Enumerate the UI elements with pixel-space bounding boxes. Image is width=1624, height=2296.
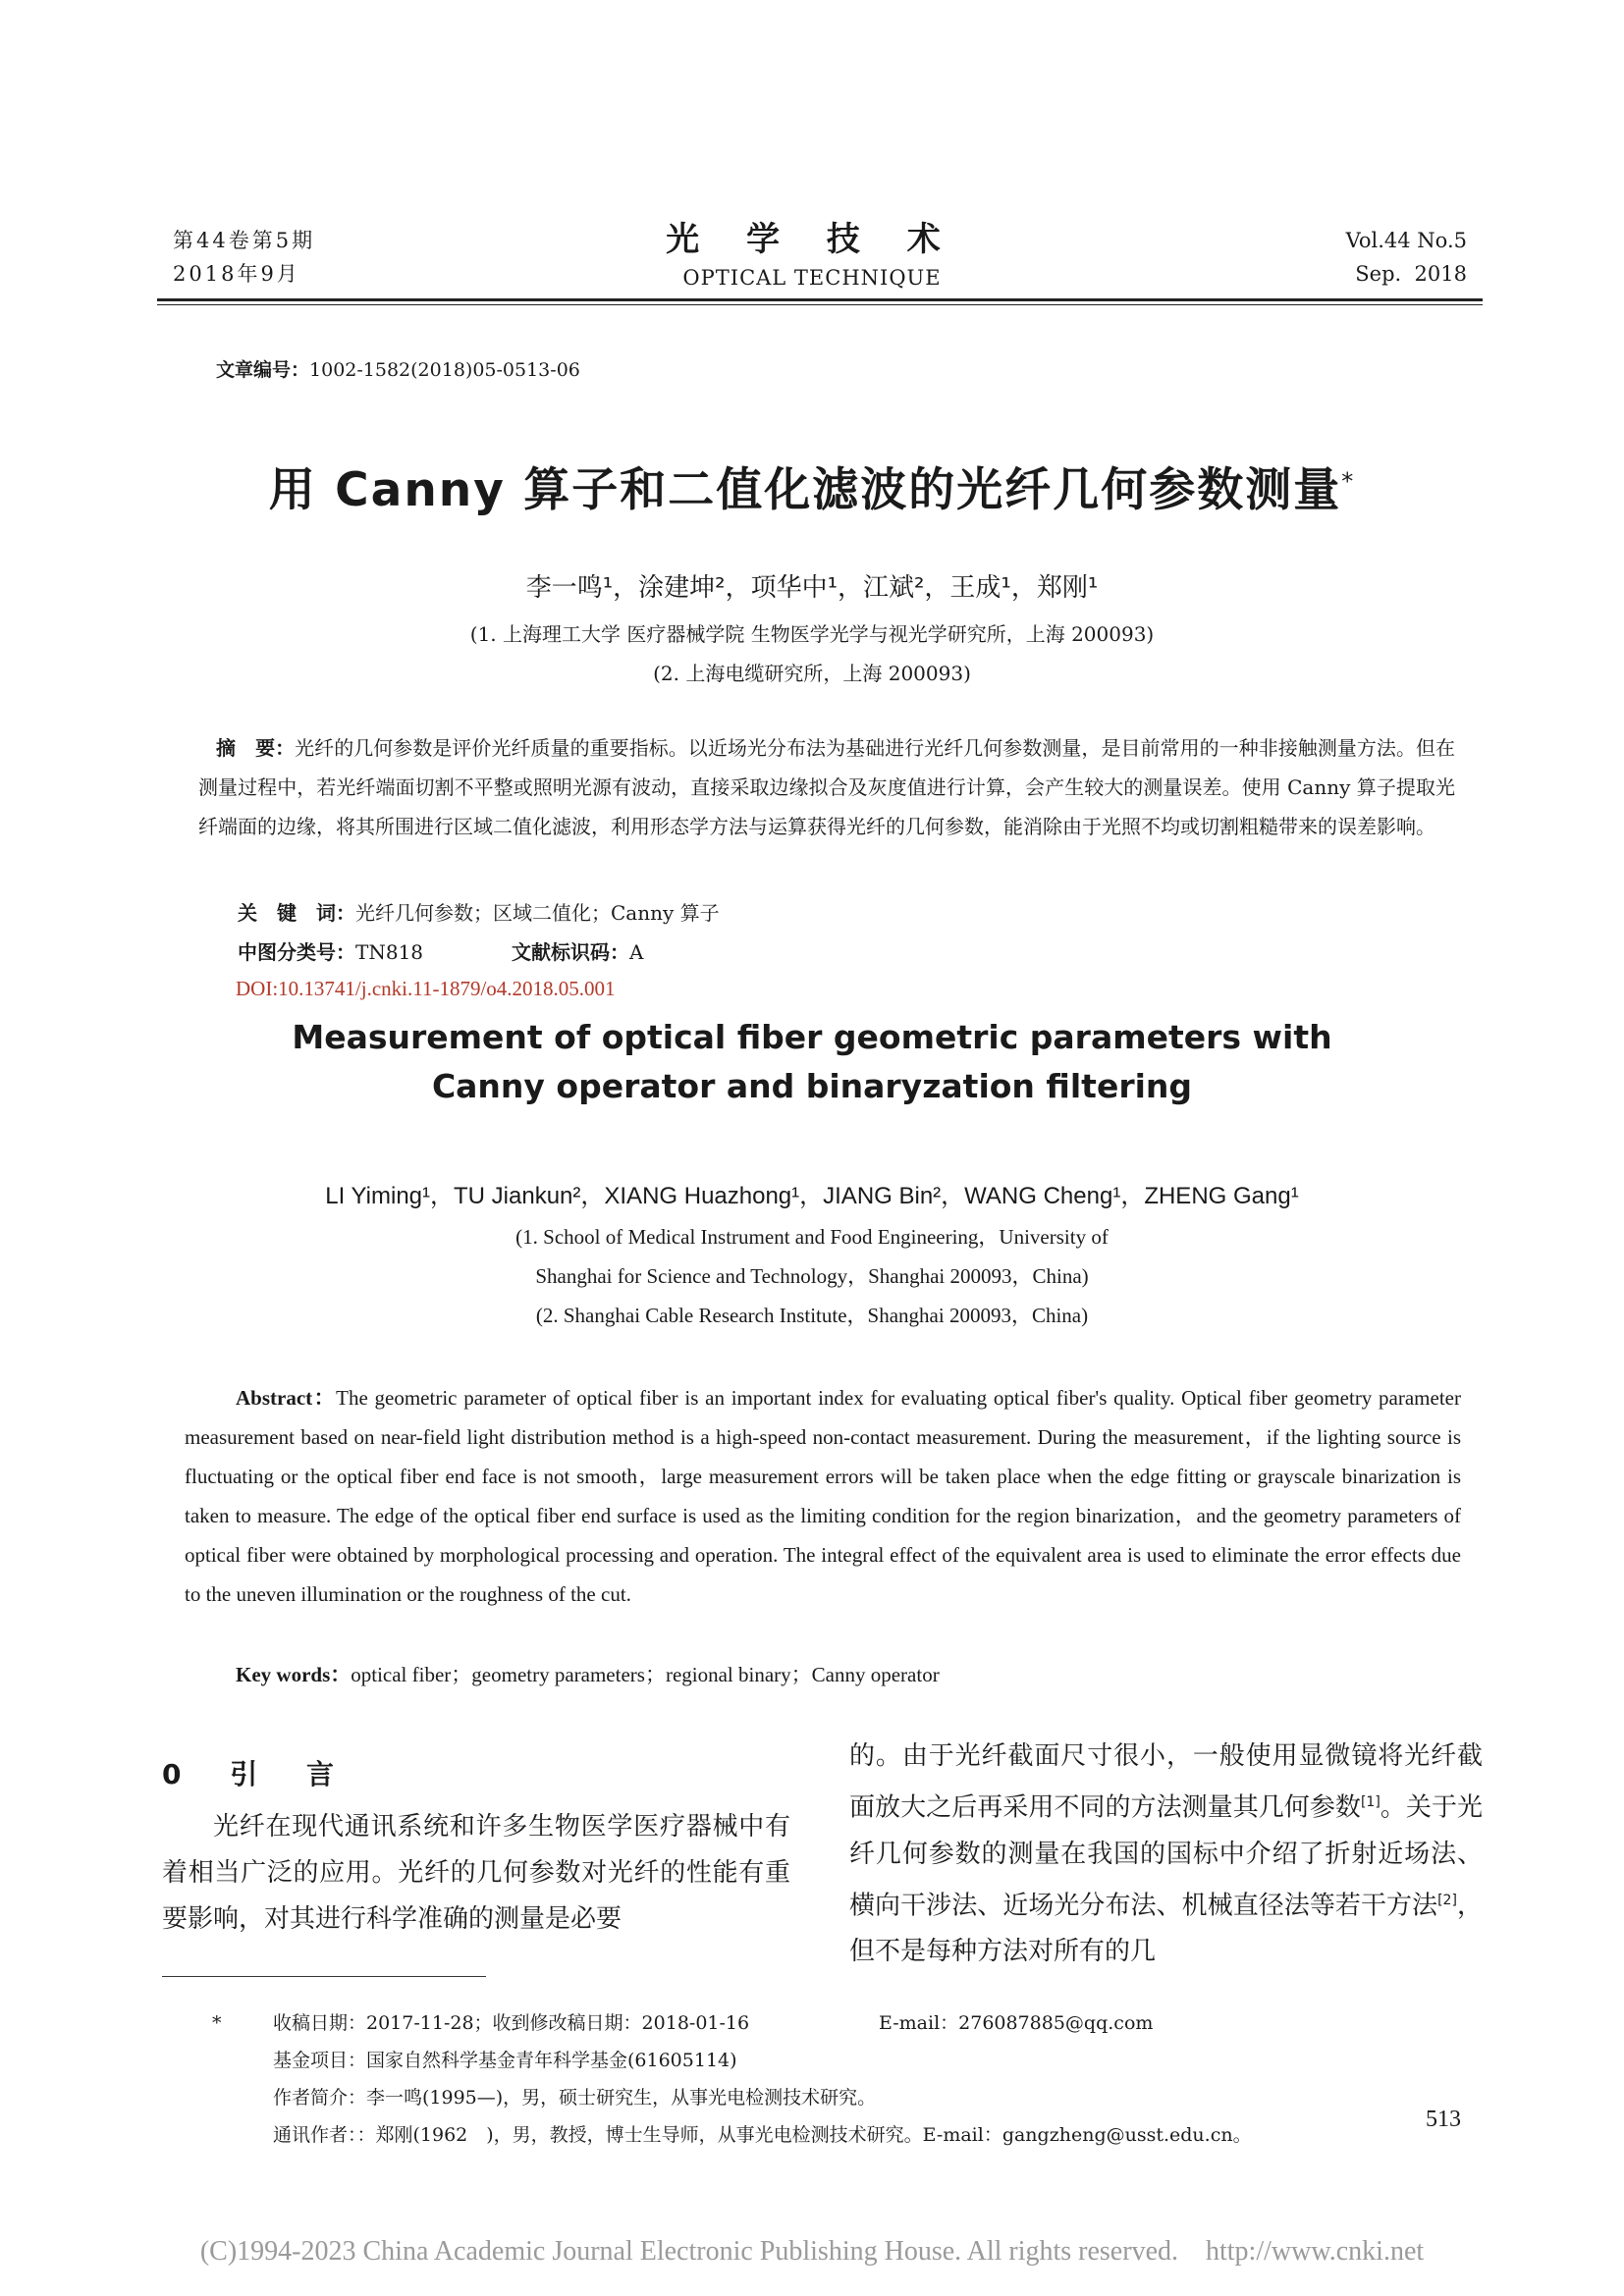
- copyright-text: (C)1994-2023 China Academic Journal Electronic Publishing House. All rights reserved.: [199, 2236, 1178, 2267]
- affiliation-cn-2: (2. 上海电缆研究所，上海 200093): [653, 662, 971, 685]
- article-number-value: 1002-1582(2018)05-0513-06: [309, 359, 580, 381]
- keywords-cn-text: 光纤几何参数；区域二值化；Canny 算子: [355, 901, 720, 925]
- date-cn: 2018年9月: [173, 262, 300, 286]
- intro-right-column: [849, 1734, 1483, 1975]
- journal-title-cn: 光 学 技 术: [666, 220, 958, 259]
- abstract-cn-label: 摘 要：: [216, 736, 296, 760]
- abstract-en-label: Abstract：: [236, 1386, 337, 1410]
- footnote-correspondence: 通讯作者：：郑刚(1962 )，男，教授，博士生导师，从事光电检测技术研究。E-mail：gangzheng@usst.edu.cn。: [273, 2124, 1252, 2146]
- date-en: Sep. 2018: [1355, 262, 1467, 286]
- authors-cn: 李一鸣¹，涂建坤²，项华中¹，江斌²，王成¹，郑刚¹: [525, 573, 1099, 603]
- author-email: E-mail：276087885@qq.com: [879, 2012, 1154, 2034]
- abstract-cn: [198, 728, 1455, 846]
- affiliation-en-2: Shanghai for Science and Technology，Shanghai 200093，China): [535, 1264, 1089, 1288]
- footnote-fund: 基金项目：国家自然科学基金青年科学基金(61605114): [273, 2050, 737, 2071]
- title-cn: [0, 454, 1624, 519]
- intro-right-text-c: ，但不是每种方法对所有的几: [849, 1891, 1483, 1967]
- keywords-en: [236, 1659, 940, 1688]
- footnote-received: [212, 2004, 1252, 2042]
- keywords-en-text: optical fiber；geometry parameters；regional binary；Canny operator: [351, 1663, 940, 1686]
- keywords-cn-label: 关 键 词：: [238, 901, 355, 925]
- footnotes: [212, 2004, 1252, 2154]
- article-number: [216, 355, 580, 382]
- footnote-author-bio: 作者简介：李一鸣(1995—)，男，硕士研究生，从事光电检测技术研究。: [273, 2087, 877, 2109]
- doi: DOI:10.13741/j.cnki.11-1879/o4.2018.05.001: [236, 977, 616, 1000]
- header-rule: [157, 298, 1483, 301]
- abstract-en: [185, 1378, 1461, 1614]
- keywords-cn: [238, 897, 720, 926]
- page-number: 513: [1426, 2107, 1461, 2132]
- volume-cn: 第44卷第5期: [173, 229, 316, 252]
- title-footnote-mark: *: [1341, 467, 1356, 496]
- intro-right-text-a: 的。由于光纤截面尺寸很小，一般使用显微镜将光纤截面放大之后再采用不同的方法测量其几何参数: [849, 1741, 1483, 1823]
- footnote-star: *: [212, 2012, 222, 2034]
- article-number-label: 文章编号：: [216, 359, 310, 381]
- intro-left-column: 光纤在现代通讯系统和许多生物医学医疗器械中有着相当广泛的应用。光纤的几何参数对光纤的性能有重要影响，对其进行科学准确的测量是必要: [162, 1812, 790, 1934]
- footnote-rule: [162, 1976, 486, 1977]
- title-en-line1: Measurement of optical fiber geometric parameters with: [292, 1018, 1332, 1056]
- classification: [238, 936, 643, 965]
- keywords-en-label: Key words：: [236, 1663, 352, 1686]
- doc-code-value: A: [629, 940, 644, 964]
- volume-en: Vol.44 No.5: [1345, 229, 1467, 252]
- header-volume: [1346, 224, 1467, 291]
- title-en-line2: Canny operator and binaryzation filtering: [431, 1067, 1193, 1105]
- clc-value: TN818: [355, 940, 424, 964]
- citation-2: [2]: [1437, 1892, 1457, 1908]
- title-en: [0, 1013, 1624, 1111]
- citation-1: [1]: [1360, 1794, 1380, 1810]
- affiliation-cn-1: (1. 上海理工大学 医疗器械学院 生物医学光学与视光学研究所，上海 200093): [469, 622, 1155, 646]
- section-heading-introduction: 0 引 言: [162, 1758, 353, 1790]
- doc-code-label: 文献标识码：: [512, 940, 630, 964]
- affiliation-en-3: (2. Shanghai Cable Research Institute，Shanghai 200093，China): [535, 1304, 1089, 1327]
- received-date: 收稿日期：2017-11-28；收到修改稿日期：2018-01-16: [273, 2012, 750, 2034]
- copyright-notice: [0, 2236, 1624, 2268]
- cnki-link[interactable]: http://www.cnki.net: [1206, 2236, 1425, 2267]
- authors-en: LI Yiming¹，TU Jiankun²，XIANG Huazhong¹，JIANG Bin²，WANG Cheng¹，ZHENG Gang¹: [325, 1183, 1299, 1209]
- affiliation-en-1: (1. School of Medical Instrument and Food Engineering，University of: [515, 1225, 1109, 1249]
- journal-title-en: OPTICAL TECHNIQUE: [682, 266, 942, 290]
- abstract-cn-text: 光纤的几何参数是评价光纤质量的重要指标。以近场光分布法为基础进行光纤几何参数测量，是目前常用的一种非接触测量方法。但在测量过程中，若光纤端面切割不平整或照明光源有波动，直接采取边缘拟合及灰度值进行计算，会产生较大的测量误差。使用 Canny 算子提取光纤端面的边缘，将其所围进行区域二值化滤波，利用形态学方法与运算获得光纤的几何参数，能消除由于光照不均或切割粗糙带来的误差影响。: [198, 736, 1456, 838]
- intro-right-text-b: 。关于光纤几何参数的测量在我国的国标中介绍了折射近场法、横向干涉法、近场光分布法、机械直径法等若干方法: [849, 1792, 1483, 1921]
- title-cn-text: 用 Canny 算子和二值化滤波的光纤几何参数测量: [268, 463, 1342, 517]
- clc-label: 中图分类号：: [238, 940, 355, 964]
- header-rule-thin: [157, 304, 1483, 305]
- abstract-en-text: The geometric parameter of optical fiber is an important index for evaluating optical fiber's quality. Optical fiber geometry parameter measurement based on near-field light distribution method is a high-speed non-contact measurement. During the measurement，if the lighting source is fluctuating or the optical fiber end face is not smooth，large measurement errors will be taken place when the edge fitting or grayscale binarization is taken to measure. The edge of the optical fiber end surface is used as the limiting condition for the region binarization，and the geometry parameters of optical fiber were obtained by morphological processing and operation. The integral effect of the equivalent area is used to eliminate the error effects due to the uneven illumination or the roughness of the cut.: [185, 1386, 1461, 1606]
